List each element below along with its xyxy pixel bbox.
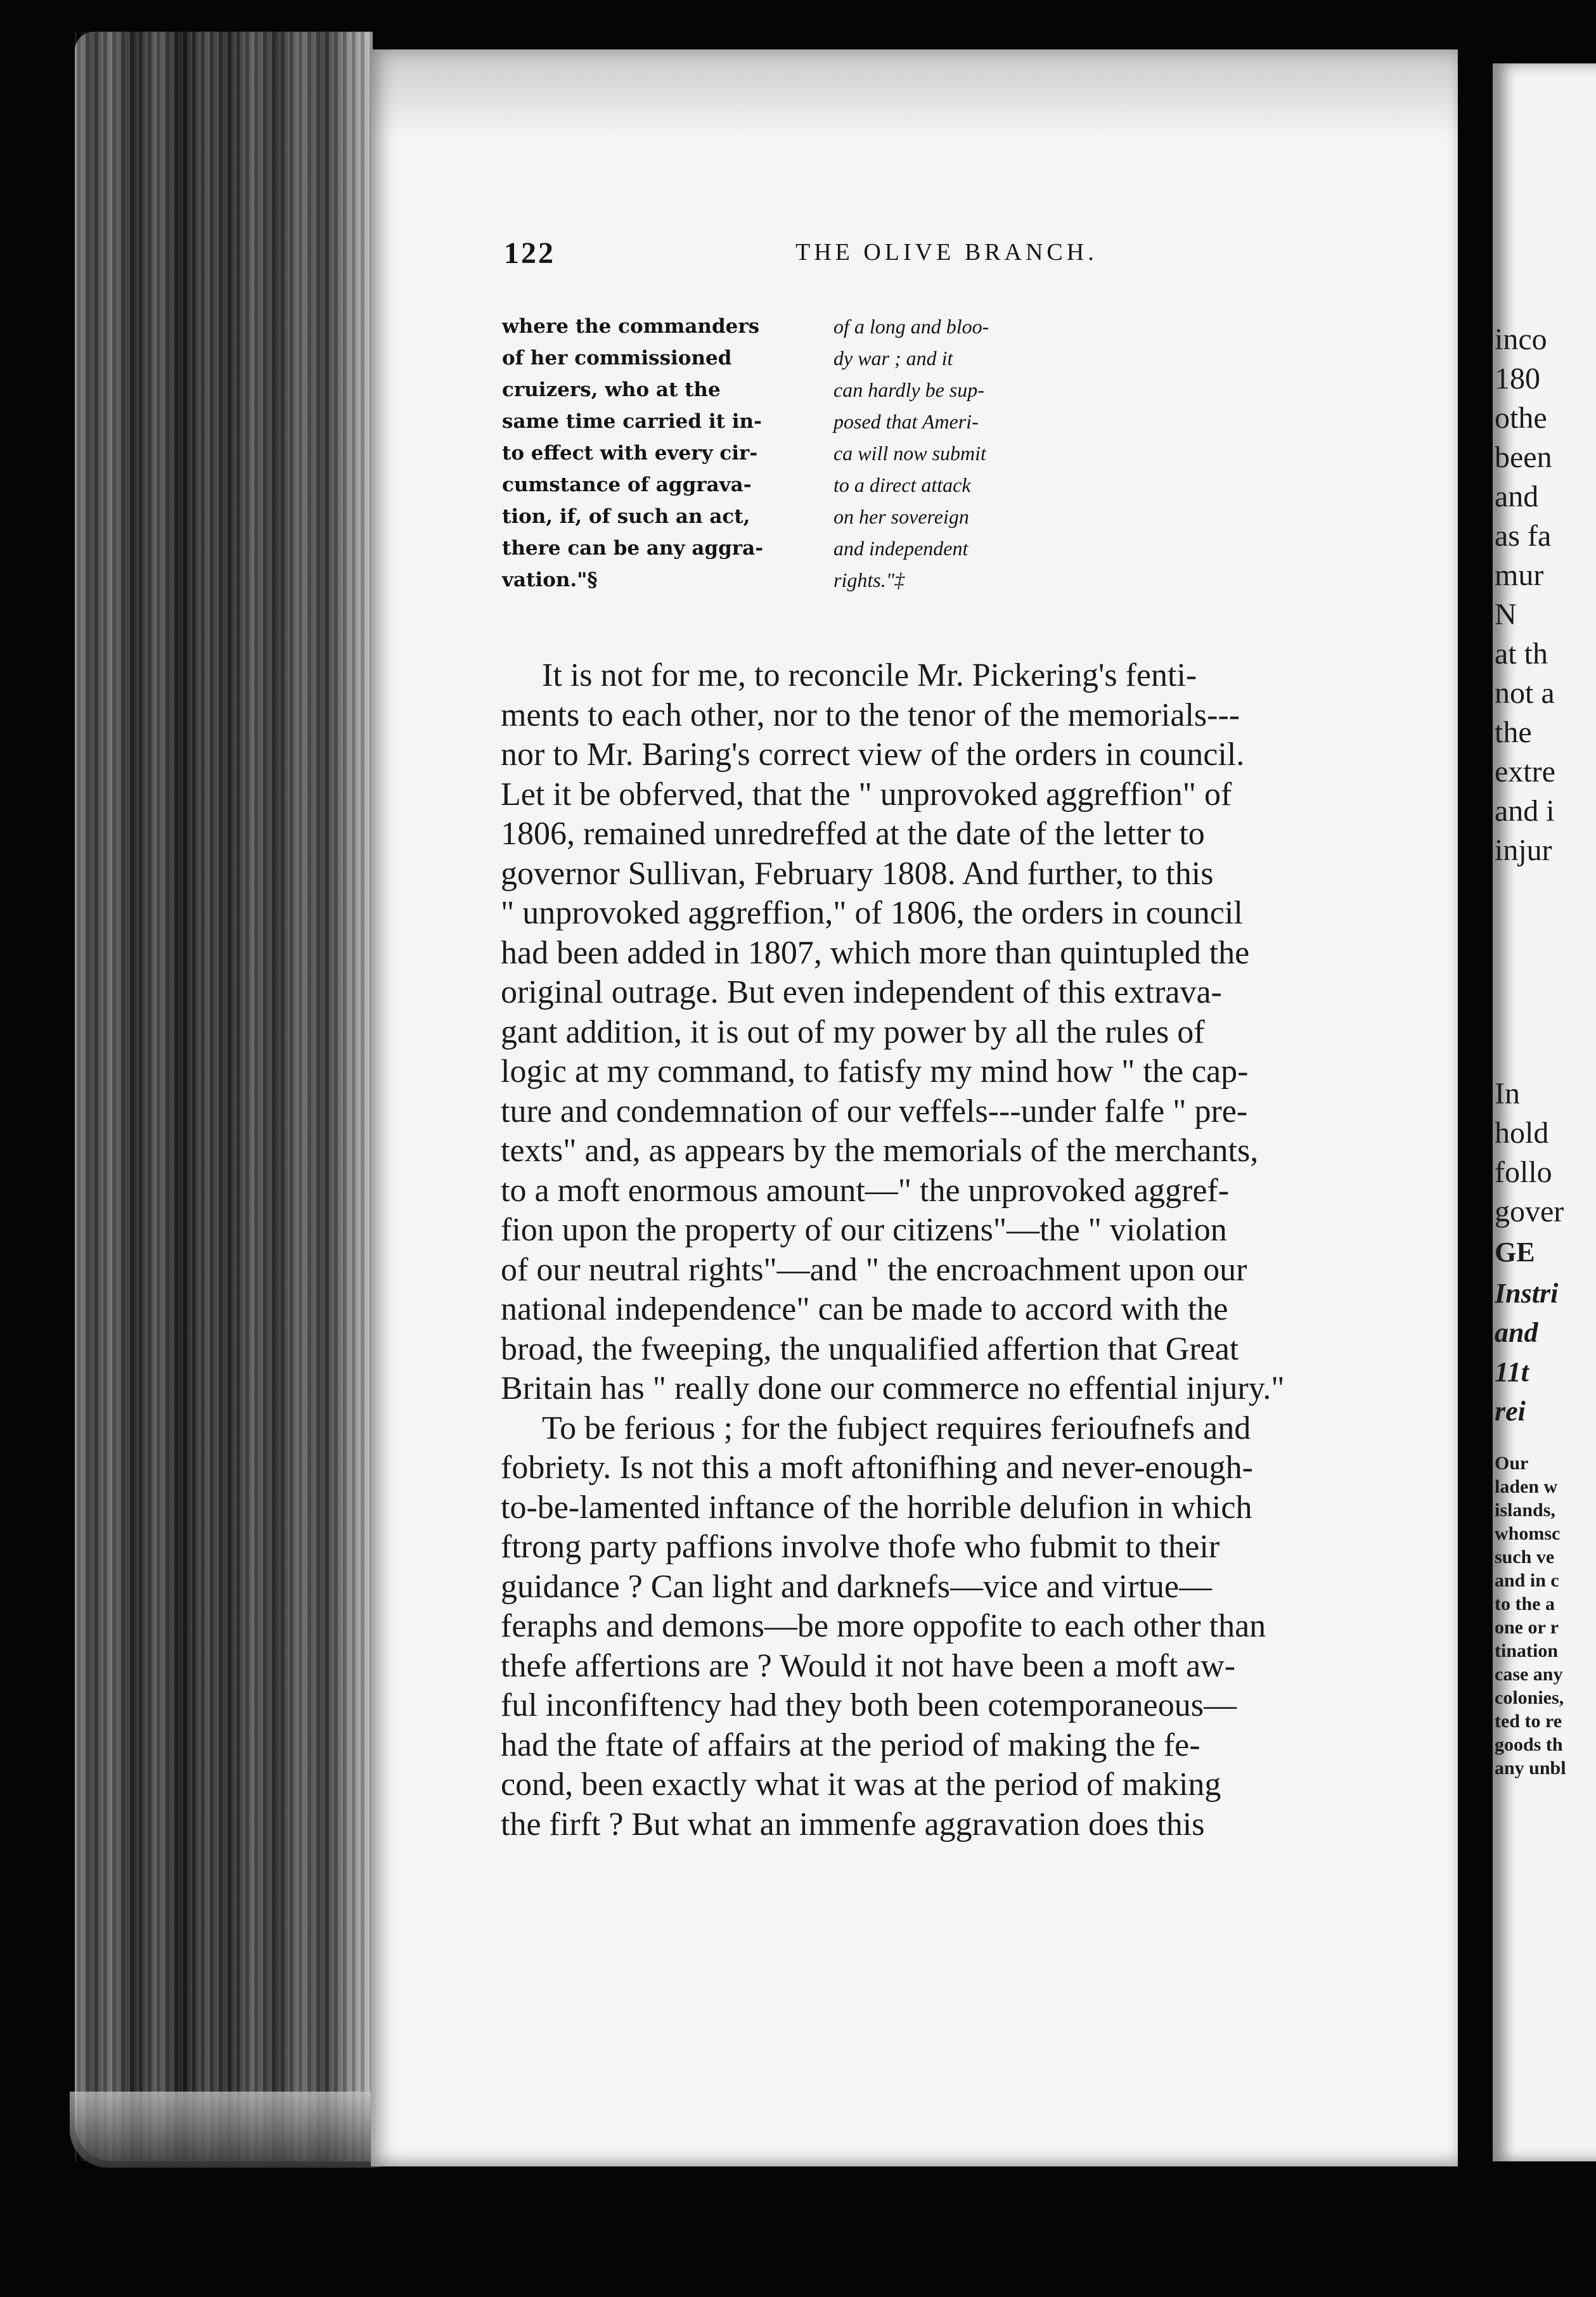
page-number: 122 [504, 236, 555, 270]
text-line: had been added in 1807, which more than quintupled the [501, 934, 1250, 971]
facing-page-text-block-2 [1495, 1074, 1596, 1232]
facing-page-line: to the a [1495, 1593, 1555, 1614]
text-line: guidance ? Can light and darknefs—vice and virtue— [501, 1568, 1212, 1605]
footnote-column-right [833, 311, 1074, 596]
text-line: ture and condemnation of our veffels---under falfe " pre- [501, 1093, 1248, 1129]
facing-page-italic-lines [1495, 1274, 1596, 1431]
footnote-line: vation."§ [502, 569, 598, 591]
text-line: logic at my command, to fatisfy my mind how " the cap- [501, 1053, 1249, 1090]
text-line: broad, the fweeping, the unqualified affertion that Great [501, 1330, 1239, 1367]
footnote-line: cumstance of aggrava- [502, 473, 752, 496]
text-line: Let it be obferved, that the " unprovoked aggreffion" of [501, 776, 1232, 813]
text-line: texts" and, as appears by the memorials of the merchants, [501, 1133, 1259, 1169]
text-line: To be ferious ; for the fubject requires ferioufnefs and [542, 1410, 1251, 1446]
footnote-line: ca will now submit [833, 442, 986, 465]
facing-page-line: and [1495, 480, 1539, 513]
facing-page-line: one or r [1495, 1617, 1559, 1638]
text-line: feraphs and demons—be more oppofite to each other than [501, 1608, 1266, 1644]
facing-page-line: 180 [1495, 362, 1540, 396]
facing-page-line: injur [1495, 833, 1552, 867]
facing-page-line: 11t [1495, 1356, 1529, 1387]
facing-page-heading: GE [1495, 1237, 1535, 1268]
footnote-line: tion, if, of such an act, [502, 505, 750, 528]
facing-page-line: and [1495, 1317, 1538, 1348]
footnote-line: can hardly be sup- [833, 378, 984, 401]
facing-page-line: and in c [1495, 1570, 1559, 1591]
text-line: 1806, remained unredreffed at the date of the letter to [501, 816, 1205, 852]
facing-page-line: and i [1495, 794, 1555, 828]
body-text [501, 656, 1401, 1844]
text-line: Britain has " really done our commerce no effential injury." [501, 1370, 1285, 1406]
facing-page-line: ted to re [1495, 1711, 1562, 1732]
facing-page-line: extre [1495, 755, 1555, 788]
facing-page-line: islands, [1495, 1500, 1555, 1521]
facing-page-line: rei [1495, 1396, 1526, 1427]
text-line: nor to Mr. Baring's correct view of the orders in council. [501, 737, 1245, 773]
text-line: cond, been exactly what it was at the period of making [501, 1766, 1221, 1803]
text-line: of our neutral rights"—and " the encroachment upon our [501, 1251, 1247, 1288]
facing-page-line: goods th [1495, 1734, 1563, 1755]
footnote-line: posed that Ameri- [833, 410, 979, 433]
facing-page-line: follo [1495, 1155, 1552, 1189]
text-line: ful inconfiftency had they both been cotemporaneous— [501, 1687, 1237, 1723]
text-line: had the ftate of affairs at the period of making the fe- [501, 1727, 1200, 1763]
facing-page-line: any unbl [1495, 1758, 1566, 1779]
footnote-line: rights."‡ [833, 569, 905, 591]
text-line: national independence" can be made to accord with the [501, 1291, 1228, 1327]
facing-page-line: the [1495, 716, 1532, 749]
text-line: thefe affertions are ? Would it not have been a moft aw- [501, 1647, 1236, 1684]
page-header [504, 236, 1138, 274]
text-line: " unprovoked aggreffion," of 1806, the orders in council [501, 895, 1243, 931]
page-top-shading [371, 49, 1458, 138]
footnote-line: dy war ; and it [833, 347, 953, 370]
facing-page-line: mur [1495, 558, 1544, 592]
facing-page-line: gover [1495, 1195, 1564, 1228]
facing-page-small-text [1495, 1451, 1596, 1780]
footnote-line: of her commissioned [502, 347, 732, 370]
text-line: ments to each other, nor to the tenor of the memorials--- [501, 697, 1240, 733]
facing-page-text-block-1 [1495, 320, 1596, 870]
facing-page-line: whomsc [1495, 1523, 1561, 1544]
running-head: THE OLIVE BRANCH. [795, 239, 1098, 266]
footnote-column-left [502, 311, 856, 596]
facing-page-line: Our [1495, 1453, 1529, 1474]
facing-page-line: inco [1495, 323, 1547, 356]
facing-page-line: as fa [1495, 519, 1552, 553]
footnote-line: to effect with every cir- [502, 442, 758, 465]
facing-page-line: N [1495, 598, 1517, 631]
facing-page-line: case any [1495, 1664, 1563, 1685]
footnote-line: on her sovereign [833, 505, 969, 528]
facing-page-line: Instri [1495, 1278, 1559, 1309]
footnote-line: of a long and bloo- [833, 315, 989, 338]
text-line: governor Sullivan, February 1808. And further, to this [501, 855, 1214, 892]
facing-page-line: tination [1495, 1640, 1559, 1661]
facing-page-line: colonies, [1495, 1687, 1564, 1708]
text-line: fion upon the property of our citizens"—the " violation [501, 1212, 1227, 1248]
text-line: to a moft enormous amount—" the unprovoked aggref- [501, 1172, 1230, 1209]
footnote-line: to a direct attack [833, 473, 971, 496]
footnote-line: cruizers, who at the [502, 378, 721, 401]
facing-page-line: such ve [1495, 1547, 1555, 1567]
facing-page-line: othe [1495, 401, 1547, 435]
book-page-edges [75, 32, 373, 2161]
facing-page-line: laden w [1495, 1476, 1558, 1497]
page-edge-shadow [70, 2092, 399, 2168]
footnote-line: same time carried it in- [502, 410, 762, 433]
facing-page-line: hold [1495, 1116, 1549, 1150]
text-line: It is not for me, to reconcile Mr. Pickering's fenti- [542, 657, 1197, 693]
footnote-line: there can be any aggra- [502, 537, 764, 560]
text-line: to-be-lamented inftance of the horrible delufion in which [501, 1489, 1252, 1526]
facing-page-line: In [1495, 1077, 1520, 1110]
footnote-line: where the commanders [502, 315, 760, 338]
footnote-line: and independent [833, 537, 969, 560]
text-line: ftrong party paffions involve thofe who fubmit to their [501, 1529, 1220, 1565]
text-line: fobriety. Is not this a moft aftonifhing and never-enough- [501, 1450, 1253, 1486]
facing-page-line: been [1495, 441, 1552, 474]
facing-page-line: not a [1495, 676, 1555, 710]
text-line: gant addition, it is out of my power by all the rules of [501, 1013, 1205, 1050]
facing-page-line: at th [1495, 637, 1548, 671]
text-line: original outrage. But even independent of this extrava- [501, 974, 1222, 1010]
text-line: the firft ? But what an immenfe aggravation does this [501, 1806, 1205, 1843]
